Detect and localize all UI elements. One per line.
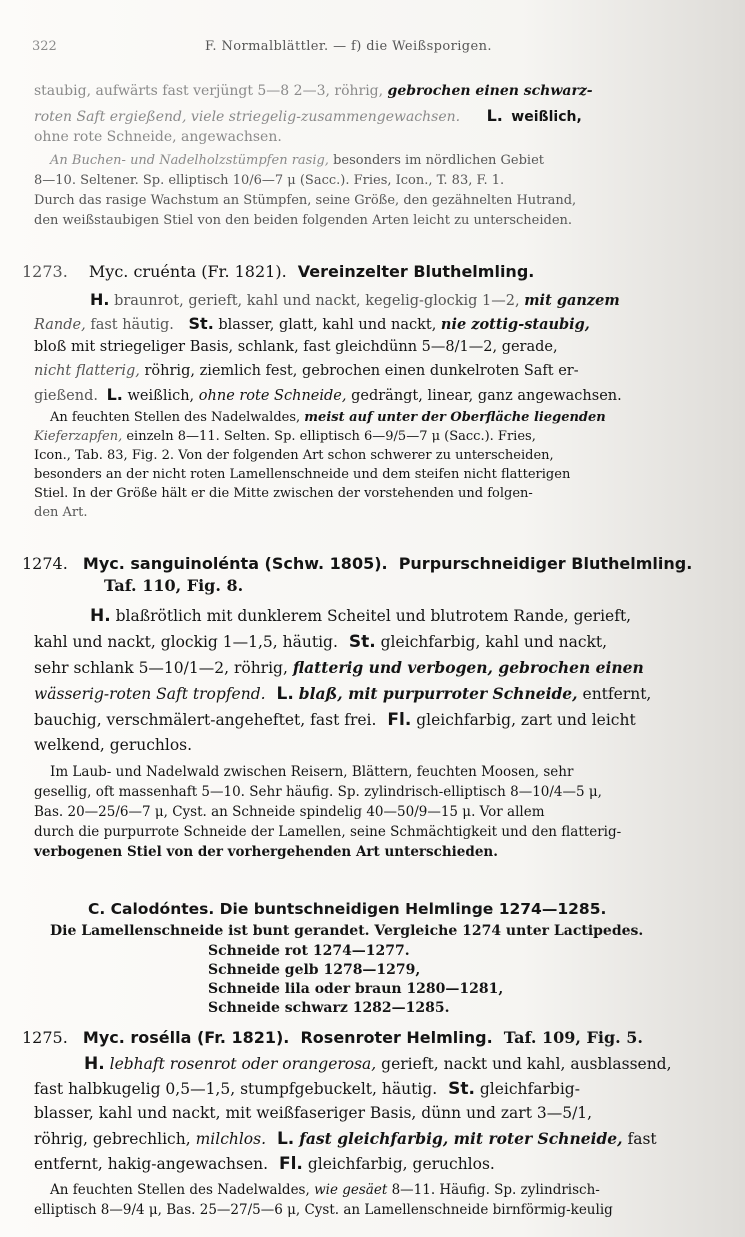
text-line: röhrig, gebrechlich, [34,1130,191,1148]
italic-text: ohne rote Schneide, [198,388,347,404]
key-item: Schneide lila oder braun 1280—1281, [208,981,504,997]
entry-title [22,264,534,280]
italic-text: gebrochen einen schwarz- [387,83,593,99]
german-name: Purpurschneidiger Bluthelmling. [398,554,693,573]
entry-number: 1275. [22,1028,68,1047]
text-line: braunrot, gerieft, kahl und nackt, kegelig-glockig 1—2, [114,293,520,309]
text-line: bloß mit striegeliger Basis, schlank, fast gleichdünn 5—8/1—2, gerade, [34,339,558,355]
species-name: Myc. sanguinolénta (Schw. 1805). [82,554,388,573]
plate-reference: Taf. 109, Fig. 5. [503,1028,643,1047]
entry-number: 1273. [22,262,68,281]
text-line: Durch das rasige Wachstum an Stümpfen, seine Größe, den gezähnelten Hutrand, [34,193,577,208]
text-line: gleichfarbig, zart und leicht [416,711,636,729]
text-line: gerieft, nackt und kahl, ausblassend, [381,1055,672,1073]
italic-text: milchlos. [195,1130,267,1148]
text-line: 8—10. Seltener. Sp. elliptisch 10/6—7 μ (Sacc.). Fries, Icon., T. 83, F. 1. [34,173,505,188]
text-line: den weißstaubigen Stiel von den beiden folgenden Arten leicht zu unterscheiden. [34,213,573,228]
italic-text: roten Saft ergießend, viele striegelig-zusammengewachsen. [34,109,461,125]
text-line: bauchig, verschmälert-angeheftet, fast frei. [34,711,377,729]
abbrev-lamellae: L. [276,1129,295,1149]
abbrev-flesh: Fl. [278,1154,303,1174]
text-line: entfernt, hakig-angewachsen. [34,1155,269,1173]
italic-text: flatterig und verbogen, gebrochen einen [292,658,644,677]
abbrev-lamellae: L. [106,385,123,404]
text-line: weißlich, [127,388,195,404]
german-name: Rosenroter Helmling. [300,1028,493,1047]
note-text: verbogenen Stiel von der vorhergehenden Art unterschieden. [34,844,498,860]
text-line: entfernt, [582,685,652,703]
note-text: besonders an der nicht roten Lamellenschneide und dem steifen nicht flatterigen [34,467,571,482]
abbrev-stem: St. [188,314,214,333]
note-text: Im Laub- und Nadelwald zwischen Reisern, Blättern, feuchten Moosen, sehr [50,764,574,780]
note-text: Icon., Tab. 83, Fig. 2. Von der folgenden Art schon schwerer zu unterscheiden, [34,448,554,463]
italic-text: Kieferzapfen, [34,429,123,444]
italic-text: lebhaft rosenrot oder orangerosa, [109,1055,377,1073]
text-line: blasser, glatt, kahl und nackt, [218,317,437,333]
note-text: gesellig, oft massenhaft 5—10. Sehr häufig. Sp. zylindrisch-elliptisch 8—10/4—5 μ, [34,784,602,800]
abbrev-hat: H. [84,1054,105,1074]
italic-text: nicht flatterig, [34,363,140,379]
page-number: 322 [32,39,57,54]
note-text: Stiel. In der Größe hält er die Mitte zwischen der vorstehenden und folgen- [34,486,533,501]
abbrev-stem: St. [448,1079,475,1099]
abbrev-flesh: Fl. [387,710,412,730]
text-line: fast halbkugelig 0,5—1,5, stumpfgebuckelt, häutig. [34,1080,438,1098]
italic-text: nie zottig-staubig, [440,316,590,333]
text-line: gleichfarbig, geruchlos. [307,1155,495,1173]
text-line: welkend, geruchlos. [34,736,193,754]
text-line: röhrig, ziemlich fest, gebrochen einen dunkelroten Saft er- [144,363,579,379]
running-title: F. Normalblättler. — f) die Weißsporigen. [205,39,492,54]
section-heading: C. Calodóntes. Die buntschneidigen Helmlinge 1274—1285. [88,900,607,918]
note-text: An feuchten Stellen des Nadelwaldes, [50,1182,310,1198]
text-line: besonders im nördlichen Gebiet [333,153,545,168]
italic-text: meist auf unter der Oberfläche liegenden [304,410,606,425]
entry-title [22,1030,643,1046]
note-text: Bas. 20—25/6—7 μ, Cyst. an Schneide spindelig 40—50/9—15 μ. Vor allem [34,804,545,820]
italic-text: fast gleichfarbig, mit roter Schneide, [299,1129,623,1148]
species-name: Myc. cruénta (Fr. 1821). [88,262,287,281]
entry-title [22,556,692,572]
italic-text: blaß, mit purpurroter Schneide, [298,684,578,703]
text-line: staubig, aufwärts fast verjüngt 5—8 2—3, röhrig, [34,83,388,99]
text-line: gleichfarbig, kahl und nackt, [380,633,608,651]
plate-reference: Taf. 110, Fig. 8. [104,576,244,595]
italic-text: Rande, [34,317,86,333]
abbrev-hat: H. [90,606,111,626]
text-line: blaßrötlich mit dunklerem Scheitel und blutrotem Rande, gerieft, [115,607,632,625]
entry-number: 1274. [22,554,68,573]
section-subheading: Die Lamellenschneide ist bunt gerandet. Vergleiche 1274 unter Lactipedes. [50,923,644,939]
abbrev-lamellae: L. [276,684,294,704]
italic-text: mit ganzem [524,292,620,309]
abbrev-hat: H. [90,290,110,309]
text-line: gießend. [34,388,98,404]
text-line: ohne rote Schneide, angewachsen. [34,129,282,145]
note-text: einzeln 8—11. Selten. Sp. elliptisch 6—9/5—7 μ (Sacc.). Fries, [126,429,536,444]
text-line: sehr schlank 5—10/1—2, röhrig, [34,659,288,677]
text-line: fast [627,1130,657,1148]
note-text: An feuchten Stellen des Nadelwaldes, [50,410,301,425]
text-line: fast häutig. [90,317,174,333]
note-text: durch die purpurrote Schneide der Lamellen, seine Schmächtigkeit und den flatterig- [34,824,622,840]
key-item: Schneide schwarz 1282—1285. [208,1000,450,1016]
key-item: Schneide gelb 1278—1279, [208,962,421,978]
text-line: gedrängt, linear, ganz angewachsen. [351,388,622,404]
abbrev-stem: St. [348,632,376,652]
text-line: kahl und nackt, glockig 1—1,5, häutig. [34,633,338,651]
italic-text: An Buchen- und Nadelholzstümpfen rasig, [50,153,329,168]
abbrev-lamellae: L. [486,106,503,125]
key-item: Schneide rot 1274—1277. [208,943,410,959]
note-text: elliptisch 8—9/4 μ, Bas. 25—27/5—6 μ, Cyst. an Lamellenschneide birnförmig-keulig [34,1202,613,1218]
note-text: den Art. [34,505,88,520]
text-line: gleichfarbig- [479,1080,580,1098]
species-name: Myc. roséllа (Fr. 1821). [82,1028,290,1047]
text-line: weißlich, [511,109,582,125]
italic-text: wie gesäet [314,1182,388,1198]
german-name: Vereinzelter Bluthelmling. [297,262,535,281]
text-line: blasser, kahl und nackt, mit weißfaseriger Basis, dünn und zart 3—5/1, [34,1104,593,1122]
note-text: 8—11. Häufig. Sp. zylindrisch- [391,1182,600,1198]
italic-text: wässerig-roten Saft tropfend. [34,685,266,703]
